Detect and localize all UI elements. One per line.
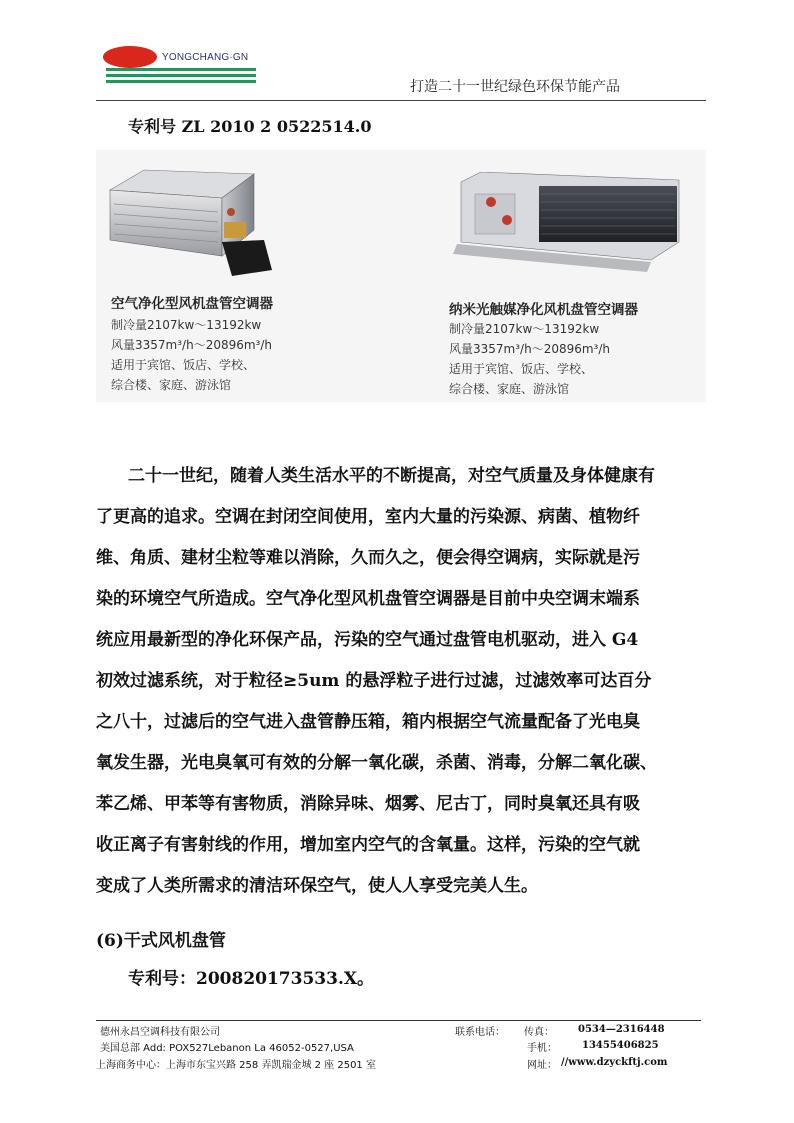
product-1-airflow: 风量3357m³/h～20896m³/h — [111, 338, 273, 352]
product-2-usage: 适用于宾馆、饭店、学校、 — [449, 362, 594, 376]
body-line: 统应用最新型的净化环保产品，污染的空气通过盘管电机驱动，进入 G4 — [96, 630, 639, 650]
footer-fax: 0534—2316448 — [578, 1024, 665, 1035]
body-line: 初效过滤系统，对于粒径≥5um 的悬浮粒子进行过滤，过滤效率可达百分 — [96, 671, 652, 691]
section-patent-number: 专利号：200820173533.X。 — [128, 969, 375, 989]
footer-fax-label: 传真： — [524, 1027, 554, 1038]
logo-green-stripe-1 — [106, 68, 256, 71]
footer-website[interactable]: //www.dzyckftj.com — [561, 1057, 668, 1068]
product-1-title: 空气净化型风机盘管空调器 — [111, 296, 273, 312]
body-line: 维、角质、建材尘粒等难以消除，久而久之，便会得空调病，实际就是污 — [96, 548, 640, 568]
body-line: 收正离子有害射线的作用，增加室内空气的含氧量。这样，污染的空气就 — [96, 835, 640, 855]
fan-coil-unit-2-image — [451, 172, 701, 277]
product-1-usage-cont: 综合楼、家庭、游泳馆 — [111, 378, 232, 392]
footer-company: 德州永昌空调科技有限公司 — [100, 1027, 220, 1038]
company-logo — [100, 44, 260, 88]
product-2-usage-cont: 综合楼、家庭、游泳馆 — [449, 382, 570, 396]
body-line: 之八十，过滤后的空气进入盘管静压箱，箱内根据空气流量配备了光电臭 — [96, 712, 640, 732]
product-2-title: 纳米光触媒净化风机盘管空调器 — [449, 302, 638, 318]
logo-green-stripe-3 — [106, 80, 256, 83]
body-line: 了更高的追求。空调在封闭空间使用，室内大量的污染源、病菌、植物纤 — [96, 507, 640, 527]
logo-green-stripe-2 — [106, 74, 256, 77]
footer-divider — [96, 1020, 701, 1021]
logo-text: YONGCHANG·GN — [162, 52, 249, 63]
footer-mobile-label: 手机： — [527, 1043, 557, 1054]
footer-contact-label: 联系电话： — [455, 1027, 505, 1038]
footer-mobile: 13455406825 — [582, 1040, 659, 1051]
header-slogan: 打造二十一世纪绿色环保节能产品 — [410, 79, 620, 95]
product-1-usage: 适用于宾馆、饭店、学校、 — [111, 358, 256, 372]
product-2-cooling: 制冷量2107kw～13192kw — [449, 322, 600, 336]
product-1-cooling: 制冷量2107kw～13192kw — [111, 318, 262, 332]
footer-us-office: 美国总部 Add: POX527Lebanon La 46052-0527,USA — [100, 1043, 354, 1054]
fan-coil-unit-1-image — [104, 164, 374, 294]
header-divider — [96, 100, 706, 101]
footer-website-label: 网址： — [527, 1060, 557, 1071]
body-line: 苯乙烯、甲苯等有害物质，消除异味、烟雾、尼古丁，同时臭氧还具有吸 — [96, 794, 640, 814]
body-line: 二十一世纪，随着人类生活水平的不断提高，对空气质量及身体健康有 — [128, 466, 655, 486]
patent-number: 专利号 ZL 2010 2 0522514.0 — [128, 117, 372, 136]
product-2-airflow: 风量3357m³/h～20896m³/h — [449, 342, 611, 356]
body-line: 变成了人类所需求的清洁环保空气，使人人享受完美人生。 — [96, 876, 538, 896]
body-line: 染的环境空气所造成。空气净化型风机盘管空调器是目前中央空调末端系 — [96, 589, 640, 609]
logo-red-ellipse — [103, 46, 157, 68]
body-line: 氧发生器，光电臭氧可有效的分解一氧化碳，杀菌、消毒，分解二氧化碳、 — [96, 753, 657, 773]
product-image-panel — [96, 150, 706, 402]
section-title: (6)干式风机盘管 — [96, 931, 226, 951]
footer-shanghai-office: 上海商务中心：上海市东宝兴路 258 弄凯瑞金城 2 座 2501 室 — [96, 1060, 376, 1071]
